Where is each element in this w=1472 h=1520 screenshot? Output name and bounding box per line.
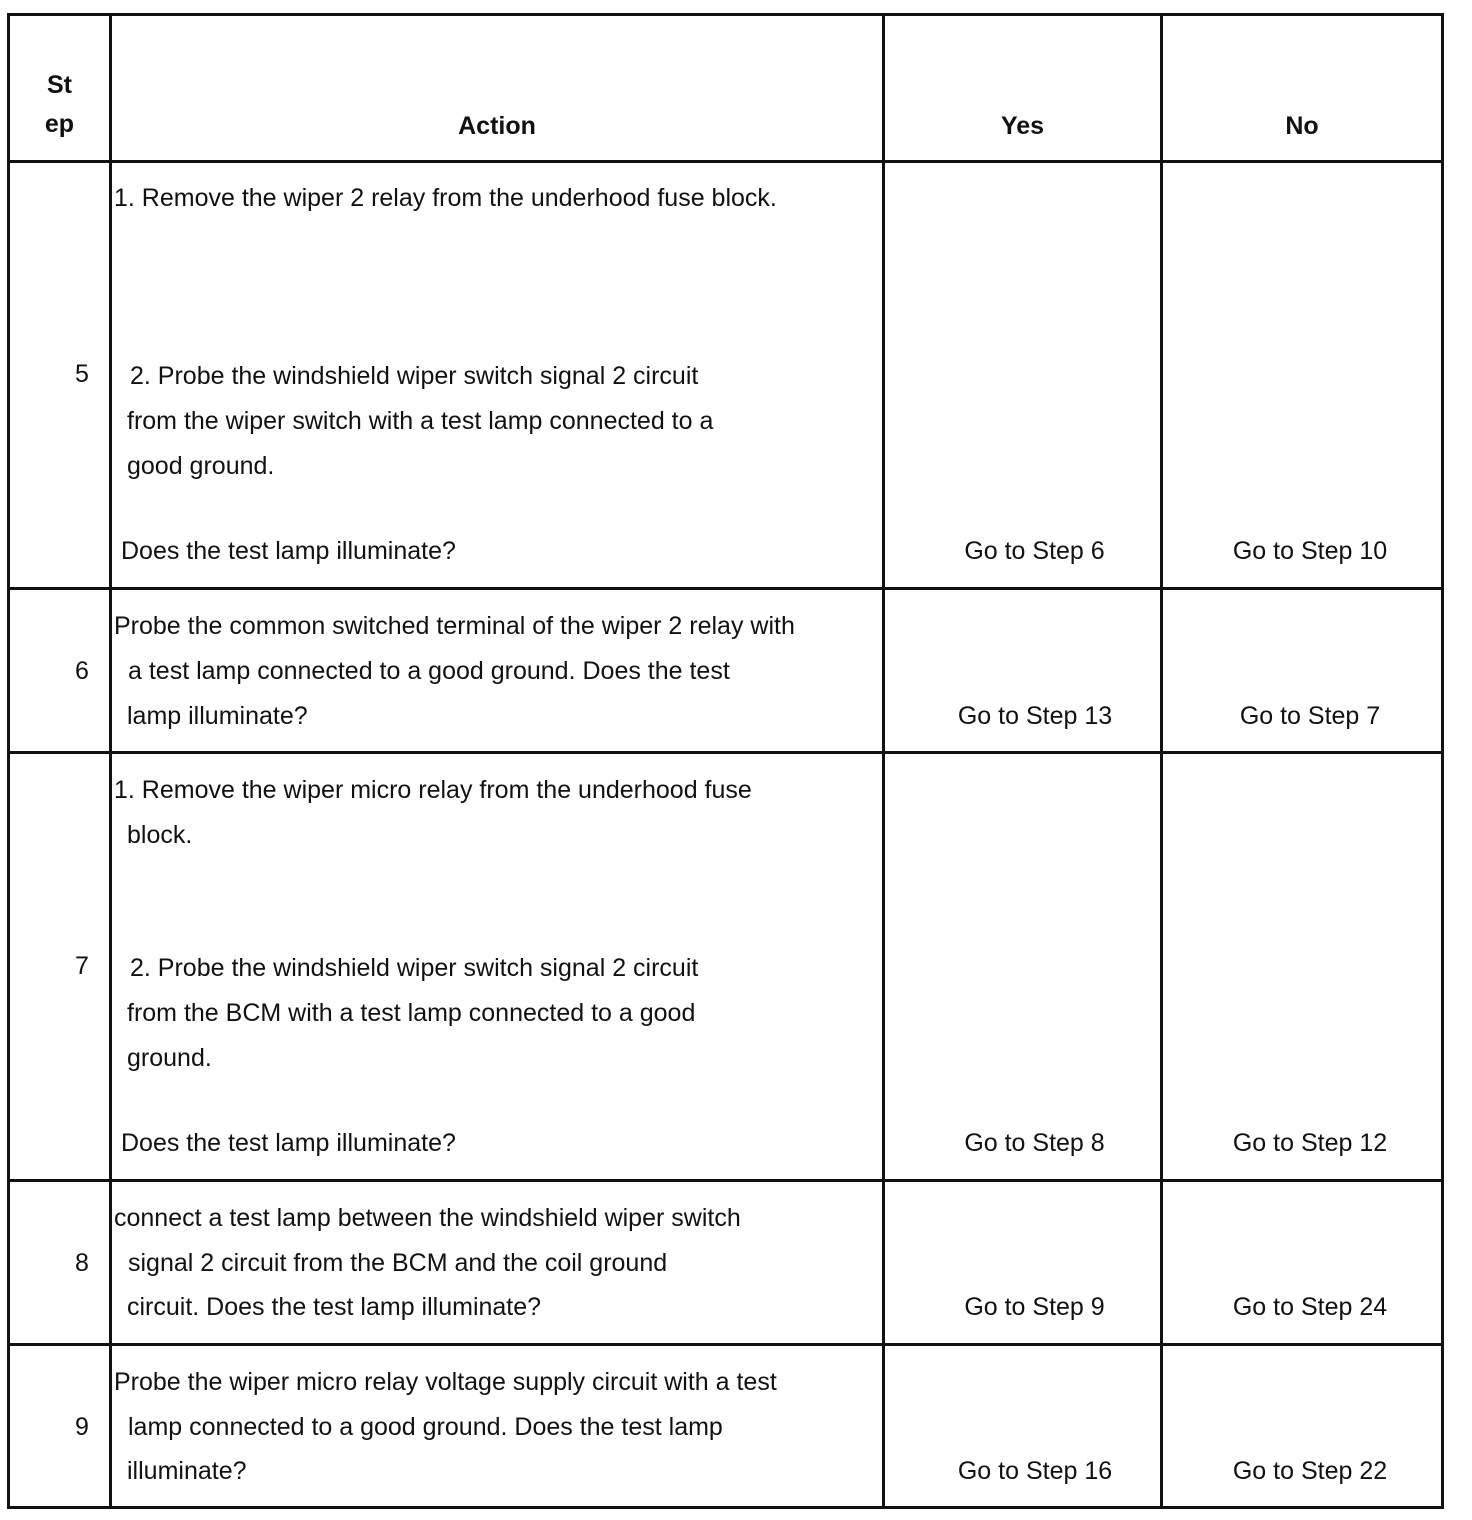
no-cell: Go to Step 10 xyxy=(1232,537,1388,565)
yes-cell: Go to Step 16 xyxy=(957,1457,1113,1485)
action-question: Does the test lamp illuminate? xyxy=(121,1129,456,1157)
no-cell: Go to Step 24 xyxy=(1232,1293,1388,1321)
col-divider-yes xyxy=(1160,16,1163,1506)
row-divider-header xyxy=(10,160,1441,163)
header-no: No xyxy=(1285,112,1319,140)
row-divider-7 xyxy=(10,1179,1441,1182)
action-question: Does the test lamp illuminate? xyxy=(121,537,456,565)
action-line: connect a test lamp between the windshield wiper switch xyxy=(114,1204,741,1232)
action-line: Probe the wiper micro relay voltage supply circuit with a test xyxy=(114,1368,777,1396)
action-line: from the BCM with a test lamp connected to a good xyxy=(127,999,696,1027)
row-divider-6 xyxy=(10,751,1441,754)
yes-cell: Go to Step 6 xyxy=(964,537,1105,565)
header-action: Action xyxy=(458,112,536,140)
step-number: 5 xyxy=(75,360,89,388)
action-line: 1. Remove the wiper micro relay from the underhood fuse xyxy=(114,776,752,804)
action-line: lamp illuminate? xyxy=(127,702,308,730)
col-divider-action xyxy=(882,16,885,1506)
header-step-line-1: St xyxy=(47,71,72,99)
action-line: illuminate? xyxy=(127,1457,247,1485)
action-line: ground. xyxy=(127,1044,212,1072)
action-line: 2. Probe the windshield wiper switch signal 2 circuit xyxy=(130,954,699,982)
no-cell: Go to Step 22 xyxy=(1232,1457,1388,1485)
action-line: block. xyxy=(127,821,193,849)
diagnostic-table xyxy=(7,13,1444,1509)
step-number: 9 xyxy=(75,1413,89,1441)
row-divider-5 xyxy=(10,587,1441,590)
step-number: 8 xyxy=(75,1249,89,1277)
action-line: a test lamp connected to a good ground. Does the test xyxy=(128,657,730,685)
action-line: circuit. Does the test lamp illuminate? xyxy=(127,1293,542,1321)
action-line: good ground. xyxy=(127,452,275,480)
header-yes: Yes xyxy=(1000,112,1045,140)
header-step-line-2: ep xyxy=(44,110,75,138)
action-line: from the wiper switch with a test lamp connected to a xyxy=(127,407,714,435)
col-divider-step xyxy=(109,16,112,1506)
action-line: 1. Remove the wiper 2 relay from the underhood fuse block. xyxy=(114,184,777,212)
header-step xyxy=(10,66,109,144)
no-cell: Go to Step 12 xyxy=(1232,1129,1388,1157)
row-divider-8 xyxy=(10,1343,1441,1346)
step-number: 6 xyxy=(75,657,89,685)
yes-cell: Go to Step 13 xyxy=(957,702,1113,730)
action-line: signal 2 circuit from the BCM and the coil ground xyxy=(128,1249,668,1277)
no-cell: Go to Step 7 xyxy=(1239,702,1381,730)
action-line: lamp connected to a good ground. Does the test lamp xyxy=(128,1413,723,1441)
yes-cell: Go to Step 9 xyxy=(964,1293,1105,1321)
action-line: 2. Probe the windshield wiper switch signal 2 circuit xyxy=(130,362,699,390)
yes-cell: Go to Step 8 xyxy=(964,1129,1105,1157)
step-number: 7 xyxy=(75,952,89,980)
action-line: Probe the common switched terminal of the wiper 2 relay with xyxy=(114,612,795,640)
